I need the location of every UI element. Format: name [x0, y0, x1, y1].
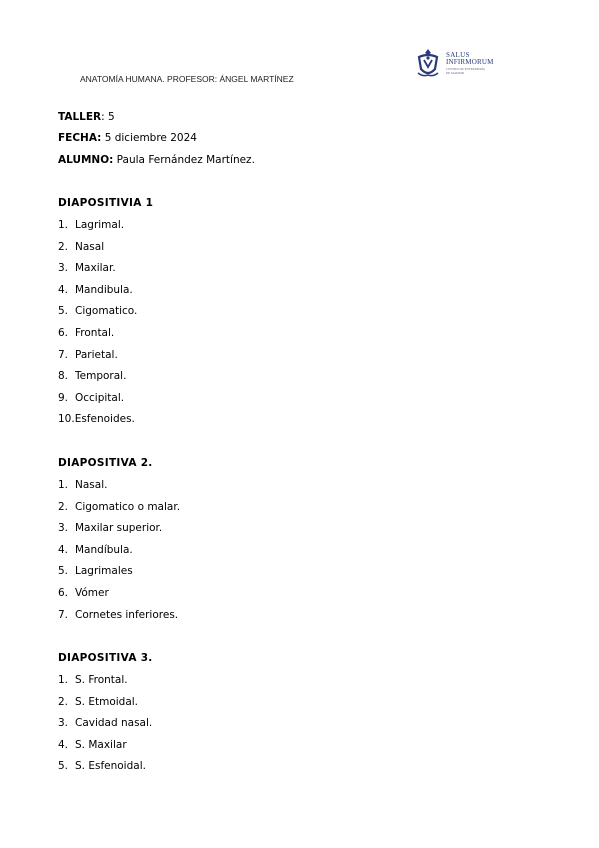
- item-text: Mandibula.: [75, 283, 133, 296]
- taller-label: TALLER: [58, 111, 102, 123]
- section-title: DIAPOSITIVA 3.: [58, 652, 153, 664]
- list-item: [58, 716, 152, 738]
- list-item: [58, 478, 180, 500]
- list-item: [58, 391, 137, 413]
- logo-sub1: CENTRO DE ENFERMERÍA: [446, 67, 485, 71]
- item-text: Parietal.: [75, 348, 118, 361]
- item-text: Cigomatico.: [75, 305, 138, 318]
- item-text: Cigomatico o malar.: [75, 500, 181, 513]
- item-number: 3.: [58, 522, 69, 535]
- item-text: S. Maxilar: [75, 738, 127, 751]
- item-text: Frontal.: [75, 326, 115, 339]
- item-text: Maxilar superior.: [75, 522, 163, 535]
- school-logo: [415, 47, 497, 83]
- item-number: 4.: [58, 543, 69, 556]
- item-text: Cornetes inferiores.: [75, 608, 179, 621]
- list-item: [58, 326, 137, 348]
- list-item: [58, 521, 180, 543]
- item-number: 5.: [58, 760, 69, 773]
- fecha-value: 5 diciembre 2024: [101, 132, 197, 144]
- fecha-label: FECHA:: [58, 132, 102, 144]
- section-list: [58, 673, 152, 781]
- item-text: Mandíbula.: [75, 543, 133, 556]
- item-number: 7.: [58, 608, 69, 621]
- list-item: [58, 759, 152, 781]
- section-list: [58, 218, 137, 434]
- item-number: 9.: [58, 391, 69, 404]
- item-text: S. Esfenoidal.: [75, 760, 146, 773]
- list-item: [58, 673, 152, 695]
- section-title: DIAPOSITIVA 2.: [58, 457, 153, 469]
- list-item: [58, 500, 180, 522]
- item-number: 10.: [58, 413, 75, 426]
- item-text: Temporal.: [75, 370, 127, 383]
- alumno-label: ALUMNO:: [58, 154, 114, 166]
- item-text: Nasal.: [75, 479, 108, 491]
- item-text: Lagrimales: [75, 565, 133, 578]
- item-number: 4.: [58, 738, 69, 751]
- section-list: [58, 478, 180, 629]
- item-number: 7.: [58, 348, 69, 361]
- list-item: [58, 564, 180, 586]
- item-number: 1.: [58, 219, 69, 231]
- logo-line1: SALUS: [446, 51, 470, 59]
- item-number: 3.: [58, 262, 69, 275]
- item-text: Esfenoides.: [74, 413, 135, 426]
- header-title: ANATOMÍA HUMANA. PROFESOR: ÁNGEL MARTÍNEZ: [80, 74, 294, 84]
- item-number: 2.: [58, 240, 69, 253]
- logo-sub2: DE MADRID: [446, 71, 464, 75]
- list-item: [58, 348, 137, 370]
- item-number: 5.: [58, 305, 69, 318]
- list-item: [58, 218, 137, 240]
- list-item: [58, 543, 180, 565]
- crest-icon: [415, 47, 441, 81]
- fecha-line: [58, 131, 197, 145]
- item-text: Maxilar.: [75, 262, 116, 275]
- list-item: [58, 586, 180, 608]
- item-text: S. Frontal.: [75, 674, 128, 686]
- item-text: Vómer: [75, 586, 109, 599]
- item-number: 3.: [58, 717, 69, 730]
- taller-value: : 5: [101, 111, 115, 123]
- item-text: Lagrimal.: [75, 219, 125, 231]
- list-item: [58, 412, 137, 434]
- alumno-value: Paula Fernández Martínez.: [113, 154, 255, 166]
- list-item: [58, 369, 137, 391]
- list-item: [58, 738, 152, 760]
- list-item: [58, 240, 137, 262]
- item-number: 6.: [58, 586, 69, 599]
- item-text: Occipital.: [75, 391, 125, 404]
- section-title: DIAPOSITIVIA 1: [58, 197, 154, 209]
- taller-line: [58, 110, 115, 124]
- item-number: 2.: [58, 695, 69, 708]
- list-item: [58, 304, 137, 326]
- list-item: [58, 695, 152, 717]
- logo-line2: INFIRMORUM: [446, 58, 494, 66]
- item-number: 2.: [58, 500, 69, 513]
- item-text: Cavidad nasal.: [75, 717, 153, 730]
- alumno-line: [58, 153, 255, 167]
- item-number: 8.: [58, 370, 69, 383]
- item-number: 4.: [58, 283, 69, 296]
- list-item: [58, 283, 137, 305]
- item-text: Nasal: [75, 240, 105, 253]
- list-item: [58, 261, 137, 283]
- item-number: 1.: [58, 479, 69, 491]
- item-text: S. Etmoidal.: [75, 695, 139, 708]
- item-number: 1.: [58, 674, 69, 686]
- item-number: 5.: [58, 565, 69, 578]
- list-item: [58, 608, 180, 630]
- item-number: 6.: [58, 326, 69, 339]
